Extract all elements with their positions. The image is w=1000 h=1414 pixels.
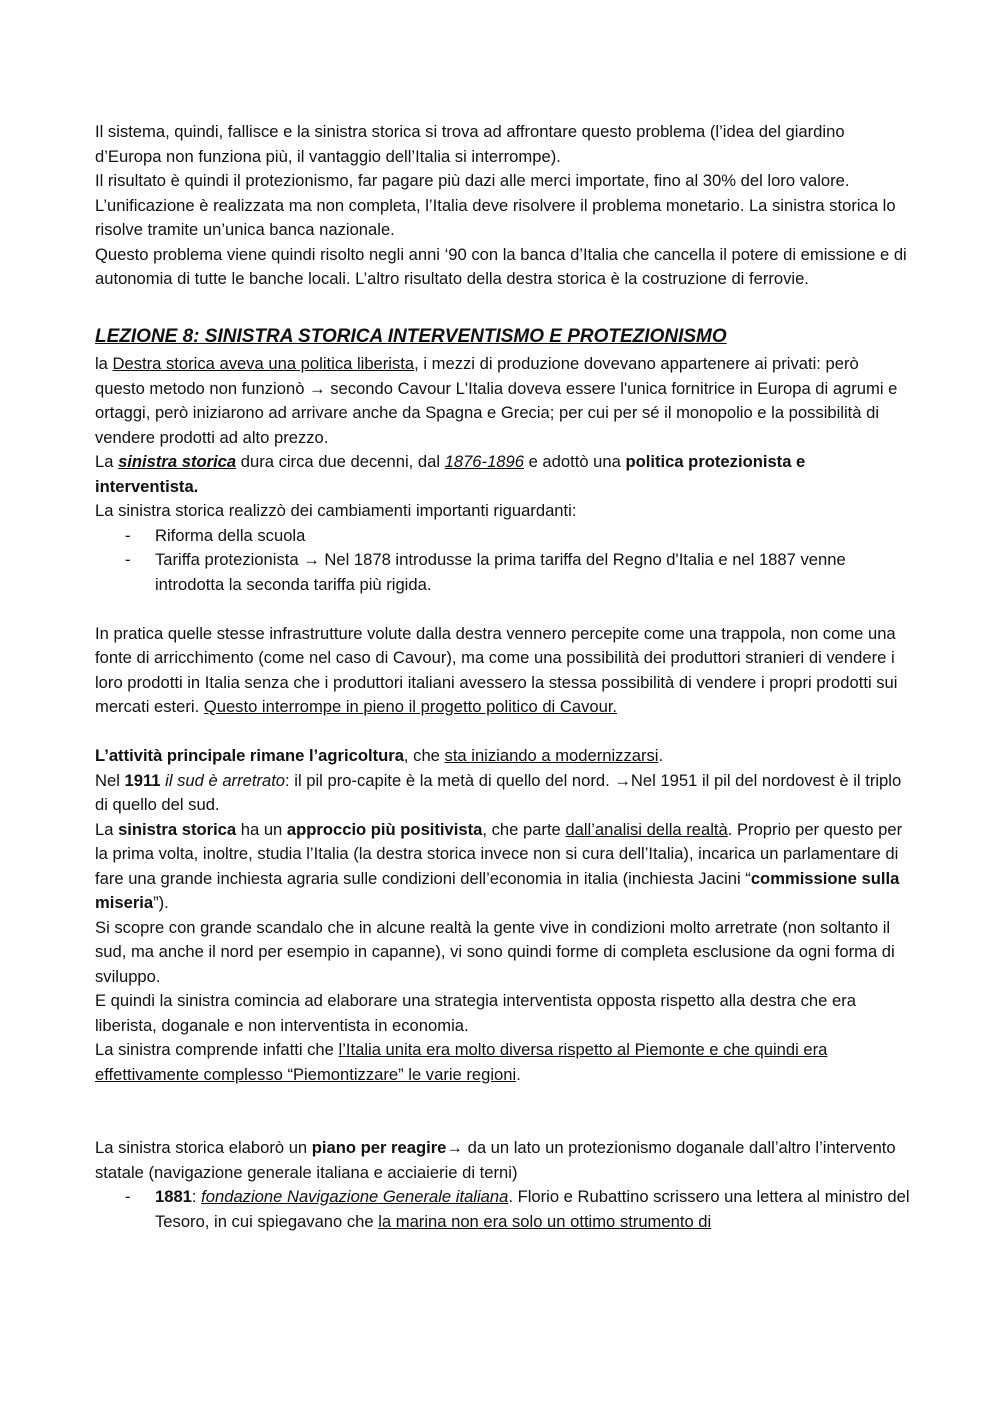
intro-paragraph-2: Il risultato è quindi il protezionismo, far pagare più dazi alle merci importate, fino al 30% del loro valore. bbox=[95, 171, 850, 190]
bold-text: 1881 bbox=[155, 1187, 192, 1206]
date-range: 1876-1896 bbox=[444, 452, 524, 471]
lesson-title: LEZIONE 8: SINISTRA STORICA INTERVENTISMO E PROTEZIONISMO bbox=[95, 326, 727, 347]
lesson-paragraph-4: In pratica quelle stesse infrastrutture volute dalla destra vennero percepite come una trappola, non come una fonte di arricchimento (come nel caso di Cavour), ma come una possibilità dei produttori stranieri di vendere i loro prodotti in Italia senza che i produttori italiani avessero la stessa possibilità di vendere i propri prodotti sui mercati esteri. Questo interrompe in pieno il progetto politico di Cavour. bbox=[95, 623, 898, 716]
list-item: - Tariffa protezionista → Nel 1878 introdusse la prima tariffa del Regno d'Italia e nel 1887 venne introdotta la seconda tariffa più rigida. bbox=[155, 548, 910, 597]
list-item: - Riforma della scuola bbox=[155, 524, 910, 549]
underlined-text: l’Italia unita era molto diversa rispetto al Piemonte e che quindi era effettivamente complesso “Piemontizzare” le varie regioni bbox=[95, 1040, 828, 1084]
intervention-list bbox=[95, 1185, 910, 1234]
intro-paragraph-4: Questo problema viene quindi risolto negli anni ‘90 con la banca d’Italia che cancella il potere di emissione e di autonomia di tutte le banche locali. L’altro risultato della destra storica è la costruzione di ferrovie. bbox=[95, 244, 907, 288]
underlined-text: sta iniziando a modernizzarsi bbox=[444, 746, 659, 765]
list-item: - 1881: fondazione Navigazione Generale italiana. Florio e Rubattino scrissero una lettera al ministro del Tesoro, in cui spiegavano che la marina non era solo un ottimo strumento di bbox=[155, 1185, 910, 1234]
bold-text: approccio più positivista bbox=[286, 819, 483, 839]
spacer bbox=[95, 720, 910, 745]
bold-text: sinistra storica bbox=[118, 819, 237, 839]
emphasis-text: sinistra storica bbox=[118, 452, 237, 471]
lesson-paragraph-8: Si scopre con grande scandalo che in alcune realtà la gente vive in condizioni molto arretrate (non soltanto il sud, ma anche il nord per esempio in capanne), vi sono quindi forme di completa esclusione da ogni forma di sviluppo. bbox=[95, 917, 895, 986]
underlined-text: fondazione Navigazione Generale italiana bbox=[201, 1187, 509, 1206]
italic-text: il sud è arretrato bbox=[165, 770, 286, 790]
bold-text: L’attività principale rimane l’agricoltura bbox=[95, 746, 404, 765]
lesson-paragraph-11: La sinistra storica elaborò un piano per reagire→ da un lato un protezionismo doganale dall’altro l’intervento statale (navigazione generale italiana e acciaierie di terni) bbox=[95, 1138, 896, 1182]
lesson-paragraph-7: La sinistra storica ha un approccio più positivista, che parte dall’analisi della realtà. Proprio per questo per la prima volta, inoltre, studia l’Italia (la destra storica invece non si cura dell’Italia), incarica un parlamentare di fare una grande inchiesta agraria sulle condizioni dell’economia in italia (inchiesta Jacini “commissione sulla miseria”). bbox=[95, 819, 903, 912]
lesson-paragraph-5: L’attività principale rimane l’agricoltura, che sta iniziando a modernizzarsi. bbox=[95, 746, 664, 765]
underlined-text: Questo interrompe in pieno il progetto politico di Cavour. bbox=[203, 697, 618, 716]
bold-text: piano per reagire bbox=[311, 1138, 447, 1157]
spacer bbox=[95, 597, 910, 622]
lesson-paragraph-3: La sinistra storica realizzò dei cambiamenti importanti riguardanti: bbox=[95, 501, 577, 520]
intro-paragraph-1: Il sistema, quindi, fallisce e la sinistra storica si trova ad affrontare questo problema (l’idea del giardino d’Europa non funziona più, il vantaggio dell’Italia si interrompe). bbox=[95, 122, 845, 166]
reform-list bbox=[95, 524, 910, 598]
lesson-paragraph-1: la Destra storica aveva una politica liberista, i mezzi di produzione dovevano appartenere ai privati: però questo metodo non funzionò → secondo Cavour L'Italia doveva essere l'unica fornitrice in Europa di agrumi e ortaggi, però iniziarono ad arrivare anche da Spagna e Grecia; per cui per sé il monopolio e la possibilità di vendere prodotti ad alto prezzo. bbox=[95, 354, 898, 447]
spacer bbox=[95, 292, 910, 317]
lesson-paragraph-9: E quindi la sinistra comincia ad elaborare una strategia interventista opposta rispetto alla destra che era liberista, doganale e non interventista in economia. bbox=[95, 991, 856, 1035]
underlined-text: dall’analisi della realtà bbox=[565, 819, 728, 839]
lesson-paragraph-6: Nel 1911 il sud è arretrato: il pil pro-capite è la metà di quello del nord. →Nel 1951 il pil del nordovest è il triplo di quello del sud. bbox=[95, 770, 902, 814]
document-page bbox=[95, 120, 910, 1234]
bold-text: politica protezionista e interventista. bbox=[95, 452, 806, 496]
lesson-paragraph-10: La sinistra comprende infatti che l’Italia unita era molto diversa rispetto al Piemonte e che quindi era effettivamente complesso “Piemontizzare” le varie regioni. bbox=[95, 1040, 828, 1084]
bold-text: commissione sulla miseria bbox=[95, 868, 900, 912]
lesson-paragraph-2: La sinistra storica dura circa due decenni, dal 1876-1896 e adottò una politica protezionista e interventista. bbox=[95, 452, 806, 496]
underlined-text: la marina non era solo un ottimo strumento di bbox=[378, 1211, 712, 1231]
spacer bbox=[95, 1087, 910, 1136]
bold-text: 1911 bbox=[124, 770, 161, 790]
underlined-text: Destra storica aveva una politica liberista bbox=[112, 354, 415, 373]
intro-paragraph-3: L’unificazione è realizzata ma non completa, l’Italia deve risolvere il problema monetario. La sinistra storica lo risolve tramite un’unica banca nazionale. bbox=[95, 195, 896, 239]
